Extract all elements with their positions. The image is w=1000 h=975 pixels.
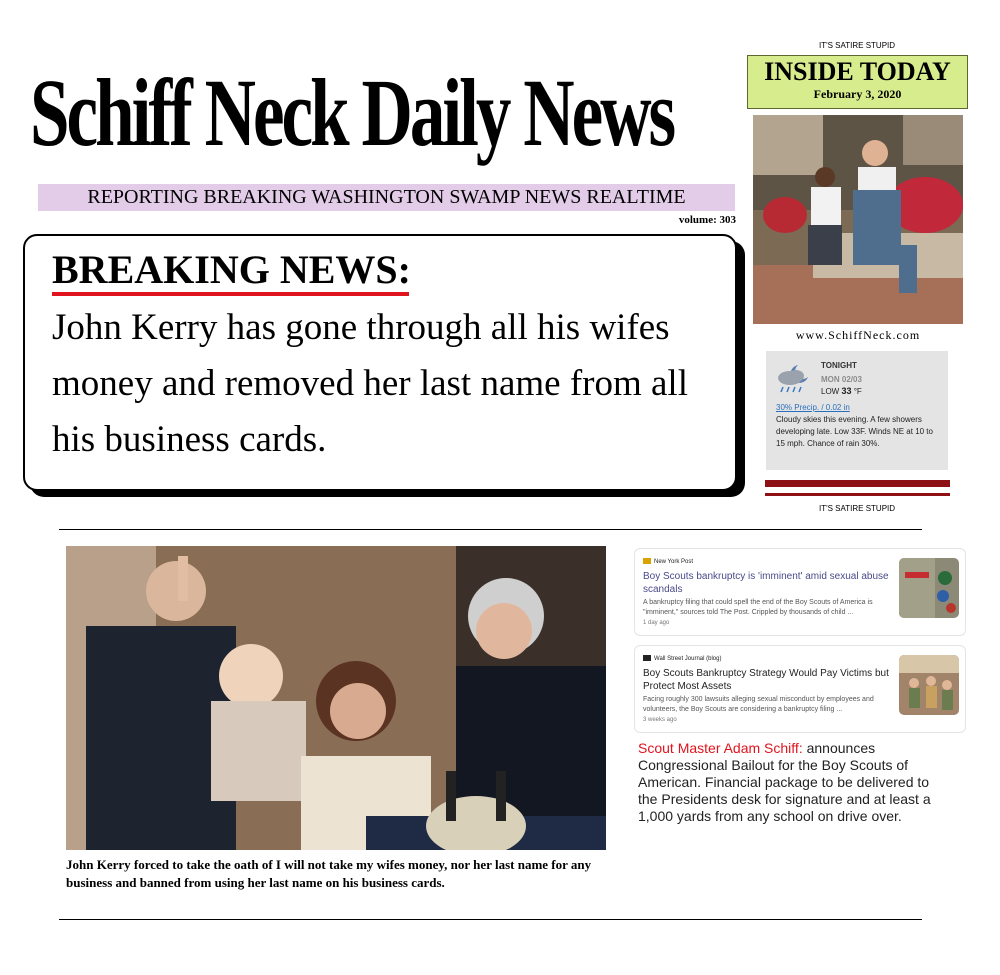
weather-low-label: LOW bbox=[821, 387, 840, 396]
inside-today-title: INSIDE TODAY bbox=[764, 57, 951, 86]
weather-description: Cloudy skies this evening. A few showers developing late. Low 33F. Winds NE at 10 to 15 mph. Chance of rain 30%. bbox=[776, 415, 933, 448]
announcement-speaker: Scout Master Adam Schiff: bbox=[638, 740, 803, 756]
weather-low bbox=[821, 386, 862, 396]
news-card[interactable] bbox=[634, 645, 966, 733]
satire-notice-top: IT'S SATIRE STUPID bbox=[818, 41, 896, 50]
news-age: 1 day ago bbox=[643, 620, 670, 626]
weather-widget bbox=[766, 351, 948, 470]
site-url: www.SchiffNeck.com bbox=[795, 328, 921, 342]
main-photo-image bbox=[66, 546, 606, 850]
weather-low-value: 33 bbox=[841, 386, 852, 396]
weather-period: TONIGHT bbox=[821, 361, 857, 370]
news-source bbox=[643, 655, 721, 662]
sidebar-photo bbox=[753, 115, 963, 324]
sidebar-rule-thin bbox=[765, 493, 950, 496]
breaking-news-heading: BREAKING NEWS: bbox=[52, 247, 411, 292]
weather-date: MON 02/03 bbox=[821, 375, 862, 384]
news-card[interactable] bbox=[634, 548, 966, 636]
news-source bbox=[643, 558, 693, 565]
news-thumbnail[interactable] bbox=[899, 655, 959, 715]
scout-uniform-thumbnail bbox=[899, 558, 959, 618]
main-photo bbox=[66, 546, 606, 850]
weather-low-unit: °F bbox=[853, 387, 862, 396]
news-source-label: New York Post bbox=[654, 559, 694, 565]
section-divider-top bbox=[59, 529, 922, 530]
news-headline[interactable]: Boy Scouts Bankruptcy Strategy Would Pay Victims but Protect Most Assets bbox=[643, 668, 889, 692]
satire-notice-bottom: IT'S SATIRE STUPID bbox=[818, 504, 896, 513]
sidebar-photo-image bbox=[753, 115, 963, 324]
news-snippet: Facing roughly 300 lawsuits alleging sexual misconduct by employees and volunteers, the Boy Scouts are considering a bankruptcy filing ... bbox=[643, 696, 874, 713]
section-divider-bottom bbox=[59, 919, 922, 920]
weather-precip-link[interactable]: 30% Precip. / 0.02 in bbox=[776, 403, 850, 412]
news-source-label: Wall Street Journal (blog) bbox=[654, 656, 722, 662]
announcement-text: announces Congressional Bailout for the Boy Scouts of American. Financial package to be delivered to the Presidents desk for signature and at least a 1,000 yards from any school on drive over. bbox=[638, 740, 931, 824]
tagline: REPORTING BREAKING WASHINGTON SWAMP NEWS REALTIME bbox=[87, 186, 686, 208]
news-headline[interactable]: Boy Scouts bankruptcy is 'imminent' amid sexual abuse scandals bbox=[643, 571, 889, 595]
scout-gathering-thumbnail bbox=[899, 655, 959, 715]
rain-cloud-moon-icon bbox=[776, 361, 812, 393]
nypost-logo-icon bbox=[643, 558, 651, 564]
news-thumbnail[interactable] bbox=[899, 558, 959, 618]
breaking-news-underline bbox=[52, 292, 409, 296]
sidebar-rule-thick bbox=[765, 480, 950, 487]
news-age: 3 weeks ago bbox=[643, 717, 677, 723]
breaking-news-body: John Kerry has gone through all his wifes money and removed her last name from all his business cards. bbox=[52, 307, 688, 460]
volume-number: volume: 303 bbox=[678, 214, 736, 226]
newspaper-title: Schiff Neck Daily News bbox=[30, 59, 674, 166]
inside-today-date: February 3, 2020 bbox=[813, 87, 902, 101]
news-snippet: A bankruptcy filing that could spell the end of the Boy Scouts of America is "imminent," sources told The Post. Crippled by thousands of child ... bbox=[643, 599, 873, 616]
main-photo-caption: John Kerry forced to take the oath of I will not take my wifes money, nor her last name for any business and banned from using her last name on his business cards. bbox=[66, 857, 592, 890]
wsj-logo-icon bbox=[643, 655, 651, 661]
announcement bbox=[638, 740, 943, 825]
